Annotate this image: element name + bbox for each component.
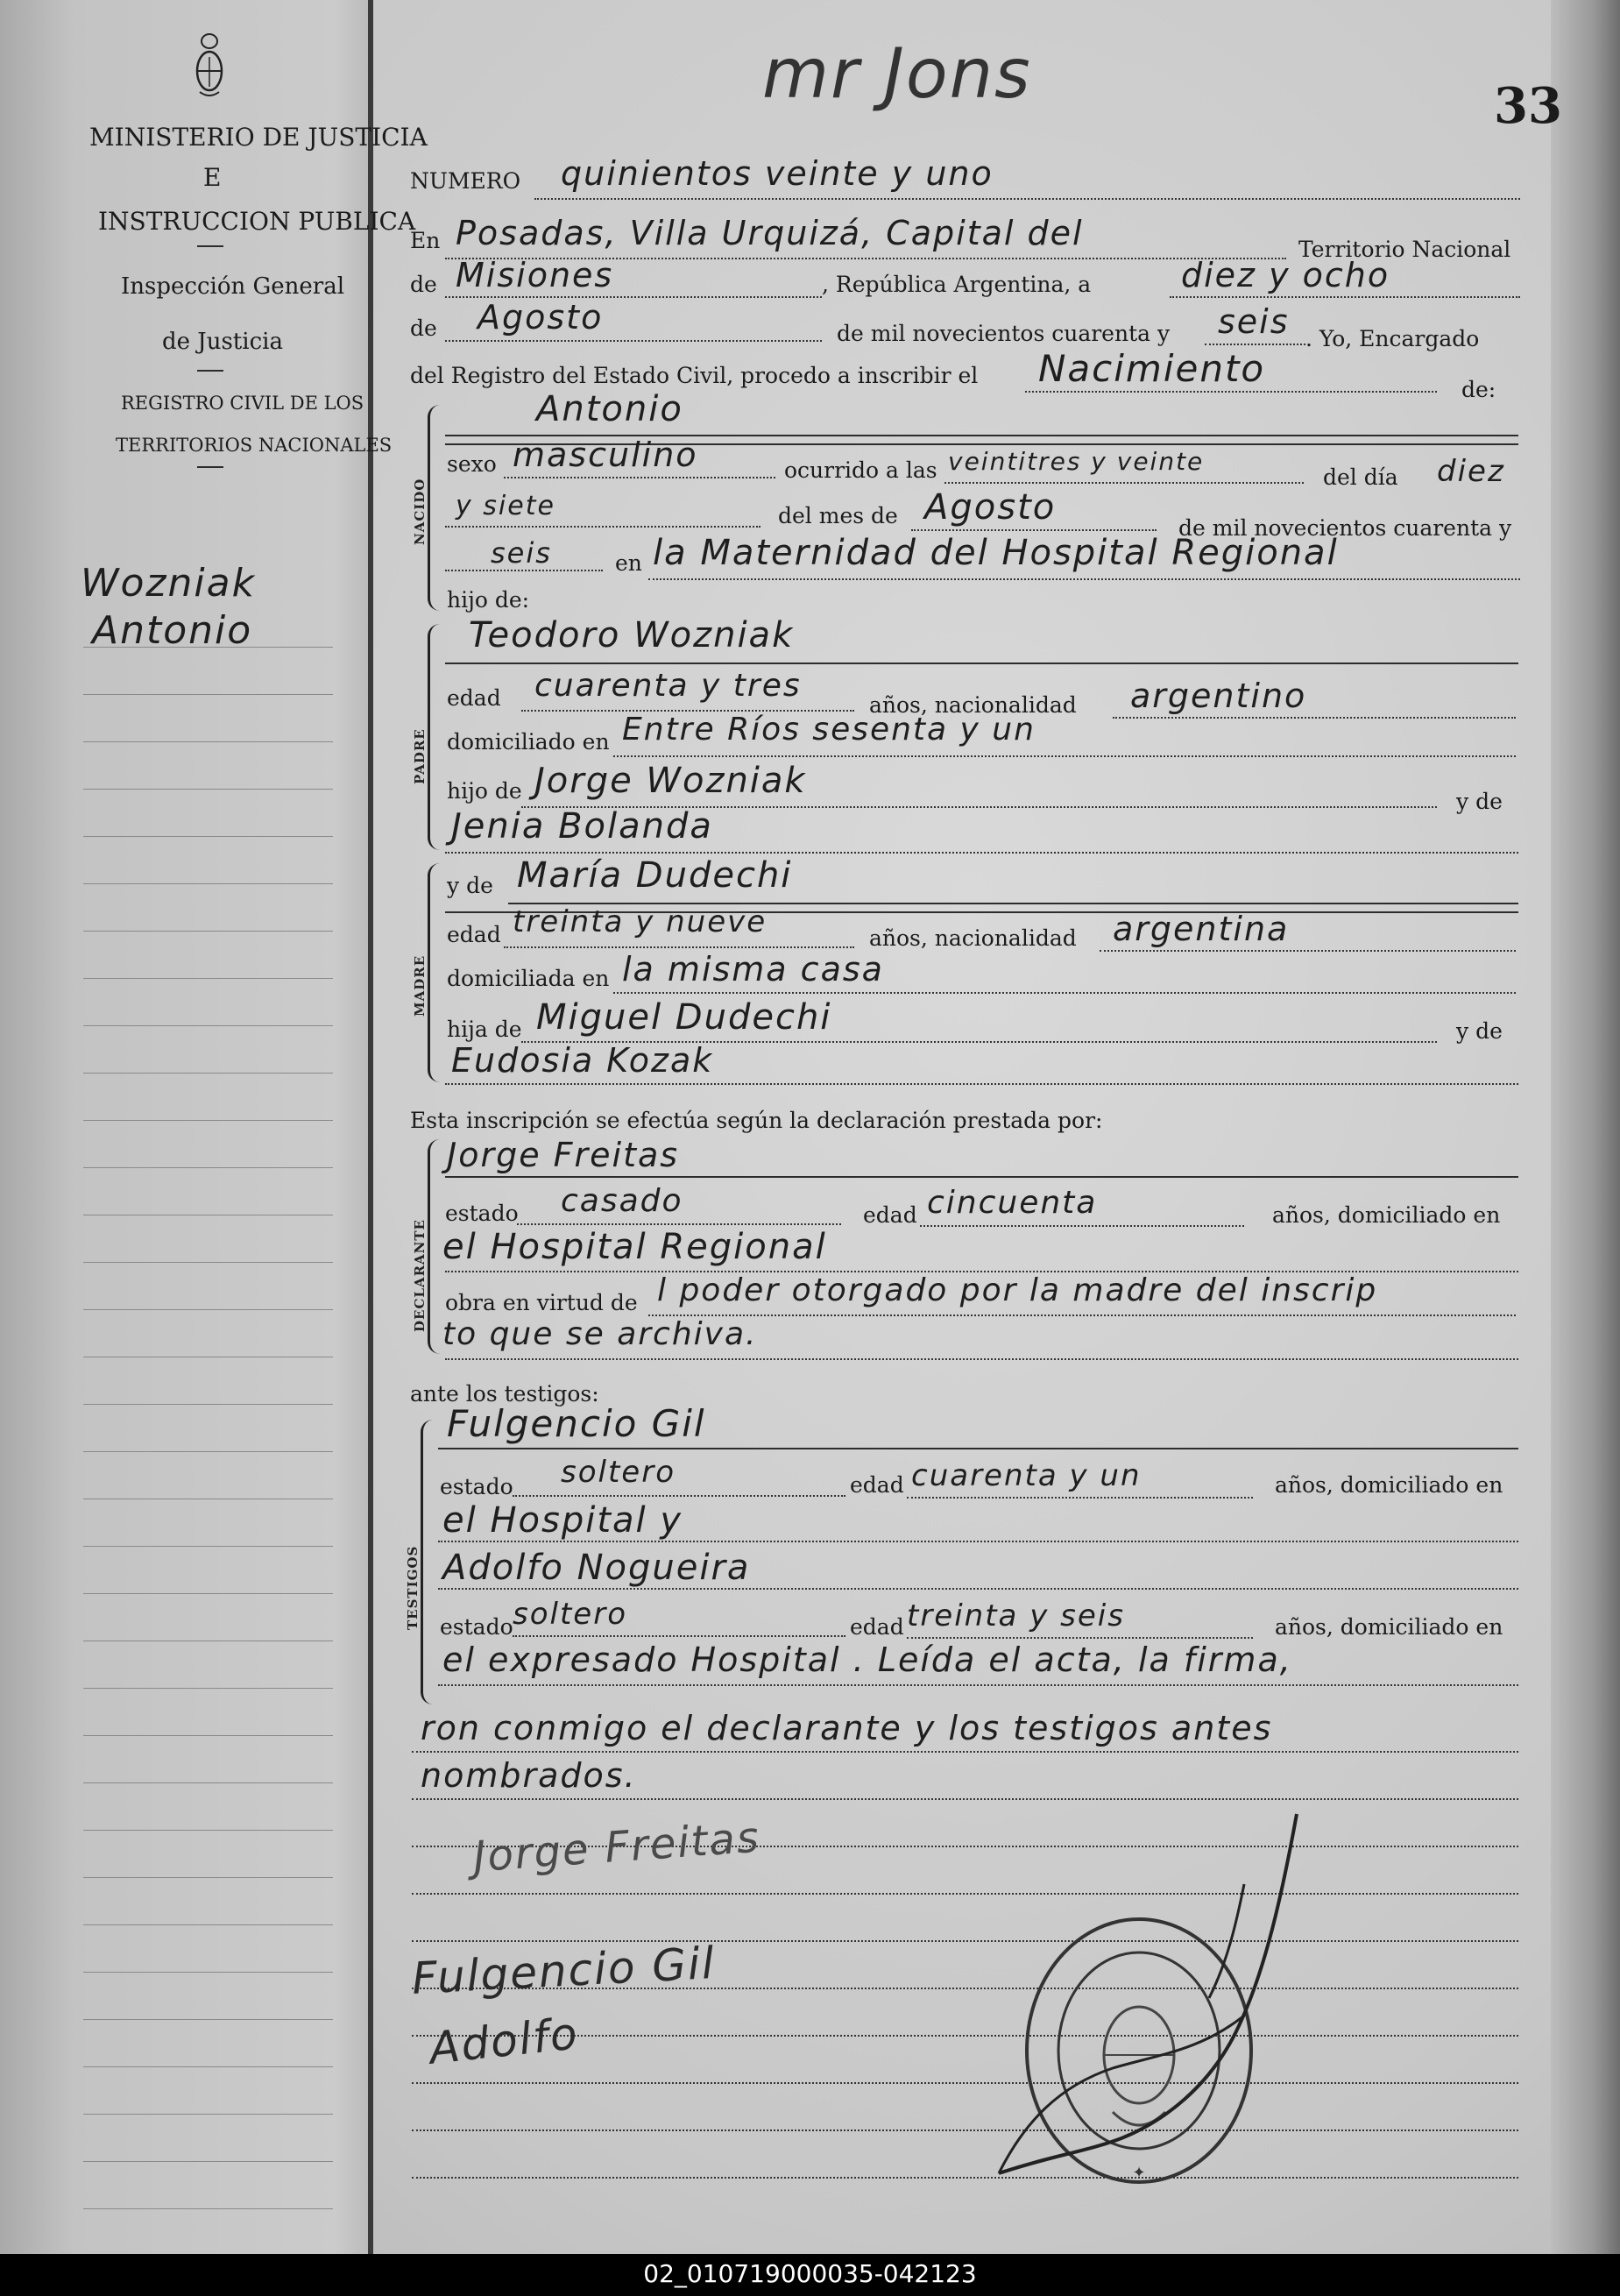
- madre-brace: [428, 863, 441, 1082]
- line: [517, 1223, 841, 1225]
- witness1-signature: Fulgencio Gil: [410, 1937, 718, 2005]
- line: [445, 1176, 1518, 1178]
- registro-label: del Registro del Estado Civil, procedo a inscribir el: [410, 363, 979, 388]
- numero-value: quinientos veinte y uno: [561, 154, 994, 193]
- birthplace-value: la Maternidad del Hospital Regional: [653, 533, 1339, 573]
- page-edge: [1551, 0, 1620, 2254]
- de-label: de: [410, 272, 437, 297]
- top-scribble: mr Jons: [762, 35, 1032, 114]
- margin-rule: [83, 978, 333, 979]
- declarante-brace: [428, 1139, 441, 1354]
- page-number: 33: [1494, 77, 1562, 135]
- declarant-name: Jorge Freitas: [447, 1136, 680, 1174]
- line: [944, 482, 1304, 484]
- margin-rule: [83, 1877, 333, 1878]
- testigos-side-label: TESTIGOS: [405, 1545, 421, 1630]
- witness2-address: el expresado Hospital . Leída el acta, la firma,: [442, 1641, 1292, 1679]
- nacido-brace: [428, 405, 441, 611]
- margin-divider: [368, 0, 373, 2254]
- line: [534, 198, 1520, 200]
- domicilio-label: domiciliada en: [447, 966, 610, 991]
- ministry-line-1: MINISTERIO DE JUSTICIA: [89, 123, 428, 152]
- father-address: Entre Ríos sesenta y un: [622, 712, 1036, 748]
- margin-rule: [83, 931, 333, 932]
- margin-rule: [83, 883, 333, 884]
- testigos-intro: ante los testigos:: [410, 1381, 599, 1407]
- line: [445, 663, 1518, 664]
- declarant-authority: l poder otorgado por la madre del inscrip: [657, 1272, 1378, 1308]
- line: [1113, 717, 1516, 719]
- declarante-side-label: DECLARANTE: [412, 1219, 428, 1332]
- yo-label: . Yo, Encargado: [1305, 326, 1480, 351]
- declarant-authority-cont: to que se archiva.: [442, 1316, 758, 1352]
- line: [438, 1588, 1518, 1590]
- day-value-cont: y siete: [456, 491, 555, 521]
- witness2-name: Adolfo Nogueira: [442, 1548, 751, 1588]
- declaracion-intro: Esta inscripción se efectúa según la declaración prestada por:: [410, 1108, 1103, 1133]
- hija-de-label: hija de: [447, 1017, 522, 1042]
- line: [911, 529, 1157, 531]
- registry-line-2: TERRITORIOS NACIONALES: [116, 435, 393, 456]
- declarant-age: cincuenta: [927, 1185, 1098, 1221]
- witness2-signature: Adolfo: [427, 2008, 582, 2074]
- margin-given-name: Antonio: [92, 608, 253, 653]
- en-label: en: [615, 550, 642, 576]
- father-name: Teodoro Wozniak: [469, 615, 795, 655]
- edad-label: edad: [447, 685, 501, 711]
- anos-domicilio-label: años, domiciliado en: [1275, 1472, 1503, 1498]
- line: [613, 755, 1516, 757]
- time-value: veintitres y veinte: [948, 447, 1205, 476]
- margin-rule: [83, 1972, 333, 1973]
- hijo-label: hijo de:: [447, 587, 530, 613]
- closing-text-2: nombrados.: [421, 1756, 637, 1795]
- ministry-line-2: E: [203, 163, 222, 192]
- mes-label: del mes de: [778, 503, 898, 528]
- line: [445, 570, 603, 571]
- margin-rule: [83, 1451, 333, 1452]
- line: [445, 1083, 1518, 1085]
- witness1-age: cuarenta y un: [911, 1458, 1142, 1493]
- line: [920, 1225, 1244, 1227]
- divider: [197, 245, 223, 247]
- margin-rule: [83, 1924, 333, 1925]
- margin-rule: [83, 1167, 333, 1168]
- margin-rule: [83, 1593, 333, 1594]
- declarant-signature: Jorge Freitas: [471, 1812, 762, 1882]
- declarant-address: el Hospital Regional: [442, 1227, 827, 1267]
- margin-rule: [83, 1688, 333, 1689]
- obra-label: obra en virtud de: [445, 1290, 638, 1315]
- file-identifier: 02_010719000035-042123: [643, 2259, 977, 2288]
- madre-side-label: MADRE: [412, 954, 428, 1017]
- line: [504, 946, 854, 948]
- margin-rule: [83, 1025, 333, 1026]
- act-type-value: Nacimiento: [1038, 347, 1266, 390]
- ocurrido-label: ocurrido a las: [784, 457, 937, 483]
- y-de-label: y de: [1456, 789, 1503, 814]
- margin-rule: [83, 2114, 333, 2115]
- city-value: Posadas, Villa Urquizá, Capital del: [456, 214, 1084, 252]
- witness2-age: treinta y seis: [907, 1598, 1125, 1633]
- line: [513, 1495, 845, 1497]
- padre-brace: [428, 624, 441, 850]
- de3-label: de:: [1461, 377, 1496, 402]
- day-value: diez: [1437, 454, 1505, 489]
- edad-label: edad: [447, 922, 501, 947]
- margin-rule: [83, 789, 333, 790]
- line: [445, 852, 1518, 854]
- day-value: diez y ocho: [1181, 256, 1390, 294]
- mother-address: la misma casa: [622, 950, 884, 989]
- father-age: cuarenta y tres: [534, 668, 802, 704]
- divider: [197, 466, 223, 468]
- anos-domicilio-label: años, domiciliado en: [1275, 1614, 1503, 1640]
- en-label: En: [410, 228, 441, 253]
- del-dia-label: del día: [1323, 464, 1398, 490]
- line: [613, 992, 1516, 994]
- estado-label: estado: [445, 1201, 519, 1226]
- anos-label: años, nacionalidad: [869, 692, 1077, 718]
- margin-rule: [83, 2066, 333, 2067]
- year-value: seis: [491, 536, 552, 570]
- witness2-status: soltero: [513, 1597, 627, 1632]
- line: [1170, 296, 1520, 298]
- anos-label: años, nacionalidad: [869, 925, 1077, 951]
- line: [1100, 950, 1516, 952]
- inspection-line-2: de Justicia: [162, 329, 283, 355]
- line: [445, 1358, 1518, 1360]
- witness1-name: Fulgencio Gil: [447, 1402, 706, 1445]
- margin-rule: [83, 836, 333, 837]
- maternal-grandfather: Miguel Dudechi: [536, 997, 832, 1038]
- nacido-side-label: NACIDO: [412, 478, 428, 545]
- line: [513, 1635, 845, 1637]
- margin-surname: Wozniak: [81, 561, 257, 606]
- father-nationality: argentino: [1130, 677, 1307, 715]
- sexo-value: masculino: [513, 436, 698, 474]
- margin-rule: [83, 2208, 333, 2209]
- estado-label: estado: [440, 1614, 513, 1640]
- mother-age: treinta y nueve: [513, 904, 768, 939]
- y-de-label: y de: [1456, 1018, 1503, 1044]
- line: [445, 526, 760, 528]
- line: [438, 1541, 1518, 1542]
- ministry-line-3: INSTRUCCION PUBLICA: [98, 207, 416, 236]
- de2-label: de: [410, 315, 437, 341]
- declarant-status: casado: [561, 1183, 683, 1219]
- edad-label: edad: [863, 1202, 917, 1228]
- line: [648, 578, 1520, 580]
- edad-label: edad: [850, 1472, 904, 1498]
- closing-text-1: ron conmigo el declarante y los testigos antes: [421, 1709, 1273, 1747]
- mother-nationality: argentina: [1113, 910, 1290, 948]
- mother-name: María Dudechi: [517, 855, 793, 896]
- domicilio-label: domiciliado en: [447, 729, 610, 755]
- margin-rule: [83, 1262, 333, 1263]
- margin-rule: [83, 1735, 333, 1736]
- edad-label: edad: [850, 1614, 904, 1640]
- line: [907, 1497, 1253, 1499]
- margin-rule: [83, 1782, 333, 1783]
- line: [412, 1751, 1518, 1753]
- padre-side-label: PADRE: [412, 728, 428, 784]
- line: [504, 477, 775, 478]
- margin-rule: [83, 1073, 333, 1074]
- margin-rule: [83, 1404, 333, 1405]
- month-value: Agosto: [478, 298, 604, 337]
- line: [1205, 344, 1305, 345]
- paternal-grandfather: Jorge Wozniak: [534, 761, 807, 801]
- inspection-line-1: Inspección General: [121, 273, 345, 300]
- argentine-coat-of-arms-icon: [195, 31, 224, 99]
- line: [438, 1684, 1518, 1686]
- month-value: Agosto: [924, 487, 1057, 528]
- territory-value: Misiones: [456, 256, 614, 294]
- margin-rule: [83, 1830, 333, 1831]
- child-name: Antonio: [536, 389, 683, 429]
- line: [907, 1637, 1253, 1639]
- line: [445, 340, 822, 342]
- territorio-label: Territorio Nacional: [1298, 237, 1511, 262]
- margin-rule: [83, 2161, 333, 2162]
- margin-rule: [83, 1309, 333, 1310]
- line: [412, 1798, 1518, 1800]
- registry-line-1: REGISTRO CIVIL DE LOS: [121, 393, 364, 414]
- line: [1025, 391, 1437, 393]
- numero-label: NUMERO: [410, 168, 521, 194]
- mil-label: de mil novecientos cuarenta y: [1178, 515, 1512, 541]
- witness1-status: soltero: [561, 1455, 676, 1490]
- margin-rule: [83, 741, 333, 742]
- republica-label: , República Argentina, a: [822, 272, 1092, 297]
- year-value: seis: [1218, 302, 1290, 341]
- margin-rule: [83, 2019, 333, 2020]
- official-signature-flourish: [946, 1805, 1341, 2191]
- estado-label: estado: [440, 1474, 513, 1499]
- hijo-de-label: hijo de: [447, 778, 522, 804]
- paternal-grandmother: Jenia Bolanda: [451, 806, 713, 847]
- anos-domicilio-label: años, domiciliado en: [1272, 1202, 1501, 1228]
- maternal-grandmother: Eudosia Kozak: [451, 1041, 714, 1080]
- margin-rule: [83, 694, 333, 695]
- divider: [197, 370, 223, 372]
- svg-text:✦: ✦: [1132, 2164, 1146, 2182]
- line: [438, 1448, 1518, 1449]
- line: [648, 1315, 1516, 1316]
- margin-rule: [83, 647, 333, 648]
- testigos-brace: [421, 1420, 434, 1704]
- y-de-label: y de: [447, 873, 493, 898]
- margin-rule: [83, 1120, 333, 1121]
- witness1-address: el Hospital y: [442, 1500, 683, 1541]
- sexo-label: sexo: [447, 451, 497, 477]
- margin-rule: [83, 1546, 333, 1547]
- mil-label: de mil novecientos cuarenta y: [837, 321, 1171, 346]
